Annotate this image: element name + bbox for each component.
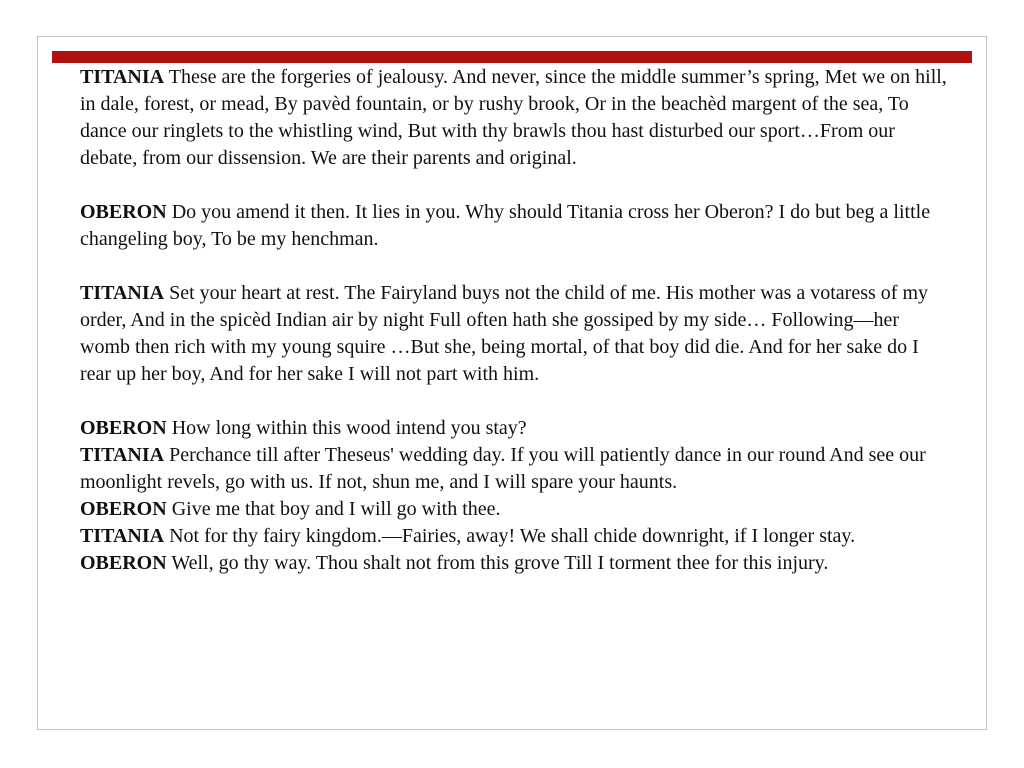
speech-titania-3 bbox=[80, 442, 950, 496]
speech-text: Do you amend it then. It lies in you. Why should Titania cross her Oberon? I do but beg a little changeling boy, To be my henchman. bbox=[80, 201, 931, 250]
speaker-name: OBERON bbox=[80, 498, 167, 520]
speech-titania-1 bbox=[80, 64, 950, 172]
speaker-name: TITANIA bbox=[80, 444, 165, 466]
speech-text: These are the forgeries of jealousy. And never, since the middle summer’s spring, Met we on hill, in dale, forest, or mead, By pavèd fountain, or by rushy brook, Or in the beachèd margent of the sea, To dance our ringlets to the whistling wind, But with thy brawls thou hast disturbed our sport…From our debate, from our dissension. We are their parents and original. bbox=[80, 66, 947, 169]
speaker-name: TITANIA bbox=[80, 525, 165, 547]
speaker-name: OBERON bbox=[80, 552, 167, 574]
speech-text: Set your heart at rest. The Fairyland buys not the child of me. His mother was a votaress of my order, And in the spicèd Indian air by night Full often hath she gossiped by my side… Following—her womb then rich with my young squire …But she, being mortal, of that boy did die. And for her sake do I rear up her boy, And for her sake I will not part with him. bbox=[80, 282, 928, 385]
speaker-name: TITANIA bbox=[80, 66, 165, 88]
speech-text: Not for thy fairy kingdom.—Fairies, away! We shall chide downright, if I longer stay. bbox=[169, 525, 856, 547]
speech-titania-2 bbox=[80, 280, 950, 388]
speech-text: Well, go thy way. Thou shalt not from this grove Till I torment thee for this injury. bbox=[171, 552, 829, 574]
accent-bar bbox=[52, 51, 972, 63]
speech-text: Give me that boy and I will go with thee. bbox=[171, 498, 501, 520]
speech-oberon-1 bbox=[80, 199, 950, 253]
speaker-name: OBERON bbox=[80, 201, 167, 223]
script-body bbox=[80, 64, 950, 577]
speech-oberon-4 bbox=[80, 550, 950, 577]
speech-oberon-2 bbox=[80, 415, 950, 442]
speech-titania-4 bbox=[80, 523, 950, 550]
speaker-name: OBERON bbox=[80, 417, 167, 439]
speech-text: How long within this wood intend you stay? bbox=[171, 417, 527, 439]
speaker-name: TITANIA bbox=[80, 282, 165, 304]
speech-oberon-3 bbox=[80, 496, 950, 523]
speech-text: Perchance till after Theseus' wedding day. If you will patiently dance in our round And see our moonlight revels, go with us. If not, shun me, and I will spare your haunts. bbox=[80, 444, 926, 493]
